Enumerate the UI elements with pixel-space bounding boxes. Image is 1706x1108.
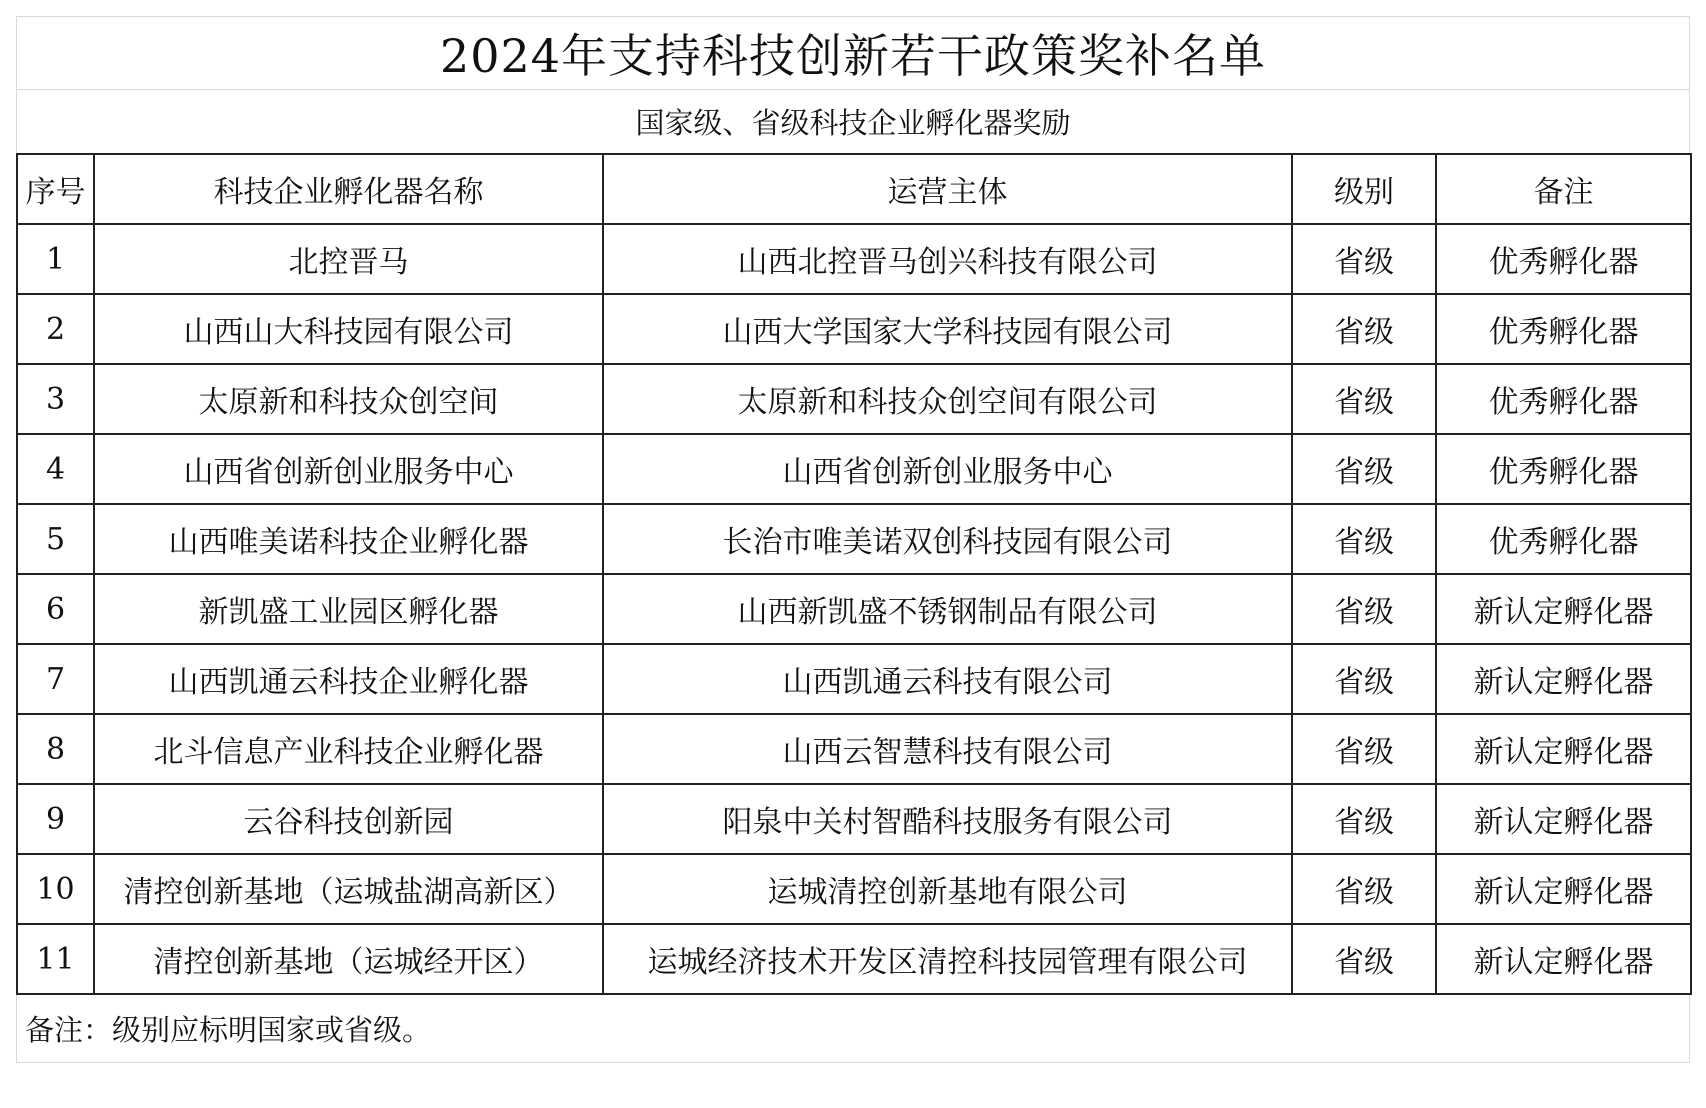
cell-index: 3 <box>17 364 94 434</box>
cell-operator: 阳泉中关村智酷科技服务有限公司 <box>603 784 1292 854</box>
table-row <box>17 434 1691 504</box>
cell-level: 省级 <box>1292 784 1436 854</box>
cell-level: 省级 <box>1292 294 1436 364</box>
cell-remark: 新认定孵化器 <box>1436 574 1691 644</box>
spreadsheet-document <box>16 16 1690 1063</box>
cell-remark: 新认定孵化器 <box>1436 714 1691 784</box>
cell-remark: 优秀孵化器 <box>1436 434 1691 504</box>
cell-index: 9 <box>17 784 94 854</box>
cell-incubator-name: 清控创新基地（运城经开区） <box>94 924 603 994</box>
cell-remark: 优秀孵化器 <box>1436 504 1691 574</box>
footnote: 备注：级别应标明国家或省级。 <box>25 1013 432 1047</box>
table-row <box>17 784 1691 854</box>
cell-incubator-name: 太原新和科技众创空间 <box>94 364 603 434</box>
cell-operator: 运城经济技术开发区清控科技园管理有限公司 <box>603 924 1292 994</box>
cell-operator: 太原新和科技众创空间有限公司 <box>603 364 1292 434</box>
cell-incubator-name: 山西凯通云科技企业孵化器 <box>94 644 603 714</box>
cell-index: 10 <box>17 854 94 924</box>
header-remark: 备注 <box>1436 154 1691 224</box>
cell-level: 省级 <box>1292 504 1436 574</box>
cell-operator: 山西北控晋马创兴科技有限公司 <box>603 224 1292 294</box>
title-row <box>16 16 1690 89</box>
cell-operator: 山西云智慧科技有限公司 <box>603 714 1292 784</box>
table-row <box>17 854 1691 924</box>
cell-incubator-name: 山西唯美诺科技企业孵化器 <box>94 504 603 574</box>
cell-operator: 山西新凯盛不锈钢制品有限公司 <box>603 574 1292 644</box>
table-row <box>17 504 1691 574</box>
cell-index: 7 <box>17 644 94 714</box>
cell-level: 省级 <box>1292 364 1436 434</box>
cell-index: 5 <box>17 504 94 574</box>
cell-index: 6 <box>17 574 94 644</box>
header-level: 级别 <box>1292 154 1436 224</box>
cell-remark: 优秀孵化器 <box>1436 294 1691 364</box>
cell-incubator-name: 新凯盛工业园区孵化器 <box>94 574 603 644</box>
cell-index: 8 <box>17 714 94 784</box>
cell-operator: 山西大学国家大学科技园有限公司 <box>603 294 1292 364</box>
cell-operator: 长治市唯美诺双创科技园有限公司 <box>603 504 1292 574</box>
cell-index: 2 <box>17 294 94 364</box>
cell-index: 4 <box>17 434 94 504</box>
cell-incubator-name: 清控创新基地（运城盐湖高新区） <box>94 854 603 924</box>
cell-level: 省级 <box>1292 714 1436 784</box>
header-index: 序号 <box>17 154 94 224</box>
table-row <box>17 574 1691 644</box>
cell-remark: 新认定孵化器 <box>1436 854 1691 924</box>
document-title: 2024年支持科技创新若干政策奖补名单 <box>439 29 1267 83</box>
cell-incubator-name: 北斗信息产业科技企业孵化器 <box>94 714 603 784</box>
table-row <box>17 364 1691 434</box>
cell-incubator-name: 山西省创新创业服务中心 <box>94 434 603 504</box>
document-subtitle: 国家级、省级科技企业孵化器奖励 <box>635 106 1071 140</box>
table-row <box>17 294 1691 364</box>
cell-incubator-name: 山西山大科技园有限公司 <box>94 294 603 364</box>
cell-remark: 优秀孵化器 <box>1436 364 1691 434</box>
subtitle-row <box>16 89 1690 153</box>
cell-remark: 新认定孵化器 <box>1436 924 1691 994</box>
cell-operator: 山西凯通云科技有限公司 <box>603 644 1292 714</box>
cell-incubator-name: 北控晋马 <box>94 224 603 294</box>
cell-operator: 运城清控创新基地有限公司 <box>603 854 1292 924</box>
cell-index: 1 <box>17 224 94 294</box>
cell-remark: 新认定孵化器 <box>1436 784 1691 854</box>
table-row <box>17 644 1691 714</box>
cell-remark: 优秀孵化器 <box>1436 224 1691 294</box>
cell-level: 省级 <box>1292 224 1436 294</box>
table-body <box>17 224 1691 994</box>
cell-level: 省级 <box>1292 644 1436 714</box>
note-row <box>16 995 1690 1063</box>
cell-level: 省级 <box>1292 924 1436 994</box>
table-row <box>17 714 1691 784</box>
header-operator: 运营主体 <box>603 154 1292 224</box>
table-header-row <box>17 154 1691 224</box>
table-row <box>17 224 1691 294</box>
cell-level: 省级 <box>1292 854 1436 924</box>
cell-index: 11 <box>17 924 94 994</box>
table-row <box>17 924 1691 994</box>
award-table <box>16 153 1692 995</box>
cell-level: 省级 <box>1292 434 1436 504</box>
header-incubator-name: 科技企业孵化器名称 <box>94 154 603 224</box>
cell-level: 省级 <box>1292 574 1436 644</box>
cell-incubator-name: 云谷科技创新园 <box>94 784 603 854</box>
cell-operator: 山西省创新创业服务中心 <box>603 434 1292 504</box>
cell-remark: 新认定孵化器 <box>1436 644 1691 714</box>
